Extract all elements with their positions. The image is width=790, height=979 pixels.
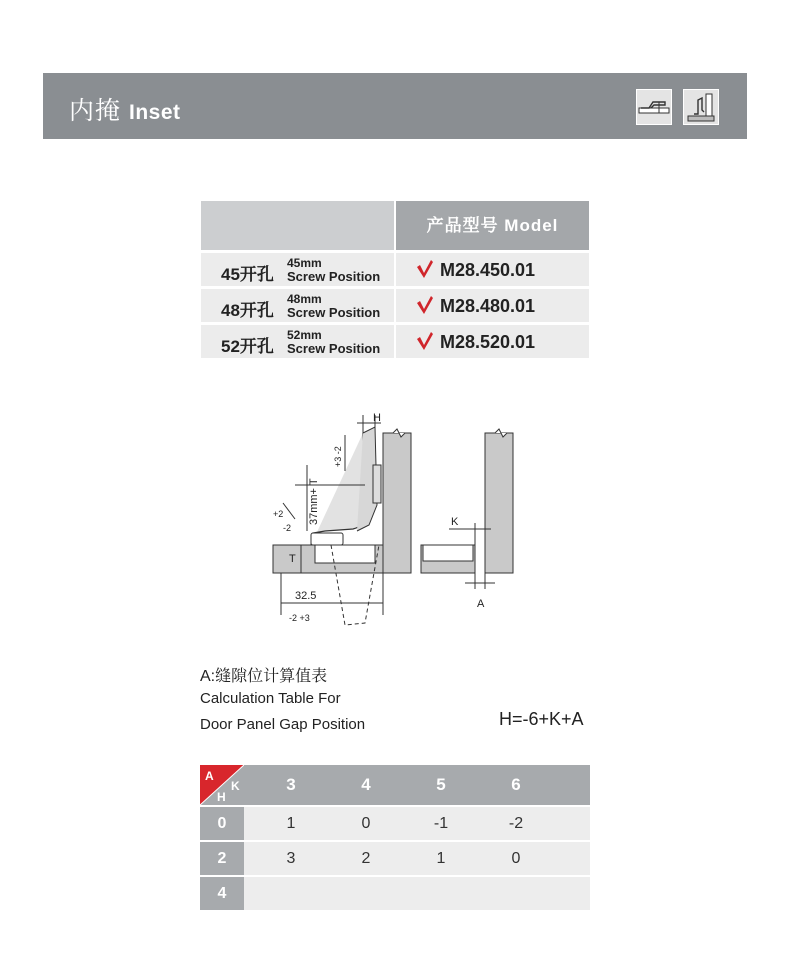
- k-column-header: 4: [361, 775, 371, 794]
- label-adj-vertical: +3 -2: [333, 446, 343, 467]
- checkmark-icon: [416, 258, 434, 280]
- label-k: K: [451, 516, 459, 528]
- model-row-spec: [201, 289, 394, 322]
- section-title-cn: 内掩: [69, 97, 122, 125]
- label-bottom-adj: -2 +3: [289, 613, 310, 623]
- cabinet-side-panel-right: [485, 433, 513, 573]
- model-table-header: 产品型号 Model: [396, 201, 589, 250]
- inset-door-side-icon: [683, 89, 719, 125]
- checkmark-icon: [416, 330, 434, 352]
- screw-label: Screw Position: [287, 305, 381, 320]
- model-table-header-empty: [201, 201, 394, 250]
- model-row-spec: [201, 253, 394, 286]
- screw-label: Screw Position: [287, 269, 381, 284]
- label-h: H: [373, 412, 381, 424]
- corner-a: A: [205, 769, 214, 783]
- checkmark-icon: [416, 294, 434, 316]
- gap-value: [411, 877, 471, 910]
- hole-size: 45开孔: [221, 265, 274, 284]
- k-column-header: 3: [286, 775, 296, 794]
- corner-h: H: [217, 790, 226, 804]
- k-column-header: 5: [436, 775, 446, 794]
- gap-value: 1: [286, 815, 296, 832]
- gap-value: 3: [286, 850, 296, 867]
- gap-value: -2: [508, 815, 524, 832]
- gap-value: 1: [436, 850, 446, 867]
- calc-table-subtitle-2: Door Panel Gap Position: [200, 716, 366, 733]
- gap-value: -1: [433, 815, 449, 832]
- gap-table-row: [200, 877, 590, 910]
- label-adj-side-plus: +2: [273, 509, 284, 519]
- label-adj-side-minus: -2: [283, 523, 292, 533]
- model-row-model: [396, 289, 589, 322]
- cup-recess: [315, 545, 375, 563]
- model-number: M28.450.01: [440, 260, 536, 280]
- model-row-model: [396, 325, 589, 358]
- k-column-header: 6: [511, 775, 521, 794]
- inset-door-top-icon: [636, 89, 672, 125]
- gap-value: 0: [511, 850, 521, 867]
- model-number: M28.480.01: [440, 296, 536, 316]
- gap-value: 2: [361, 850, 371, 867]
- gap-value: [486, 877, 546, 910]
- gap-table-row: [200, 807, 590, 840]
- gap-value: [261, 877, 321, 910]
- label-32-5: 32.5: [295, 590, 317, 602]
- gap-table-corner: [200, 765, 244, 805]
- h-row-header: 4: [200, 877, 244, 910]
- label-37mm: 37mm+ T: [308, 478, 320, 525]
- gap-table-row: [200, 842, 590, 875]
- section-title-en: Inset: [129, 101, 181, 124]
- screw-label: Screw Position: [287, 341, 381, 356]
- screw-size: 48mm: [287, 292, 322, 306]
- hole-size: 48开孔: [221, 301, 274, 320]
- gap-table-header: [200, 765, 590, 805]
- section-header: [43, 73, 747, 139]
- model-row: [201, 289, 589, 322]
- hinge-dimension-diagram: [265, 405, 535, 635]
- corner-k: K: [231, 779, 240, 793]
- h-row-header: 2: [200, 842, 244, 875]
- label-t: T: [289, 553, 296, 565]
- model-row: [201, 253, 589, 286]
- gap-formula: H=-6+K+A: [499, 709, 584, 729]
- gap-value: [336, 877, 396, 910]
- model-number: M28.520.01: [440, 332, 536, 352]
- cabinet-side-panel: [383, 433, 411, 573]
- section-title: [69, 91, 181, 127]
- calc-table-subtitle-1: Calculation Table For: [200, 690, 341, 707]
- model-row-spec: [201, 325, 394, 358]
- h-row-header: 0: [200, 807, 244, 840]
- screw-size: 45mm: [287, 256, 322, 270]
- hole-size: 52开孔: [221, 337, 274, 356]
- gap-value: 0: [361, 815, 371, 832]
- model-row: [201, 325, 589, 358]
- model-row-model: [396, 253, 589, 286]
- screw-size: 52mm: [287, 328, 322, 342]
- label-a: A: [477, 598, 485, 610]
- calc-table-title: A:缝隙位计算值表: [200, 668, 328, 685]
